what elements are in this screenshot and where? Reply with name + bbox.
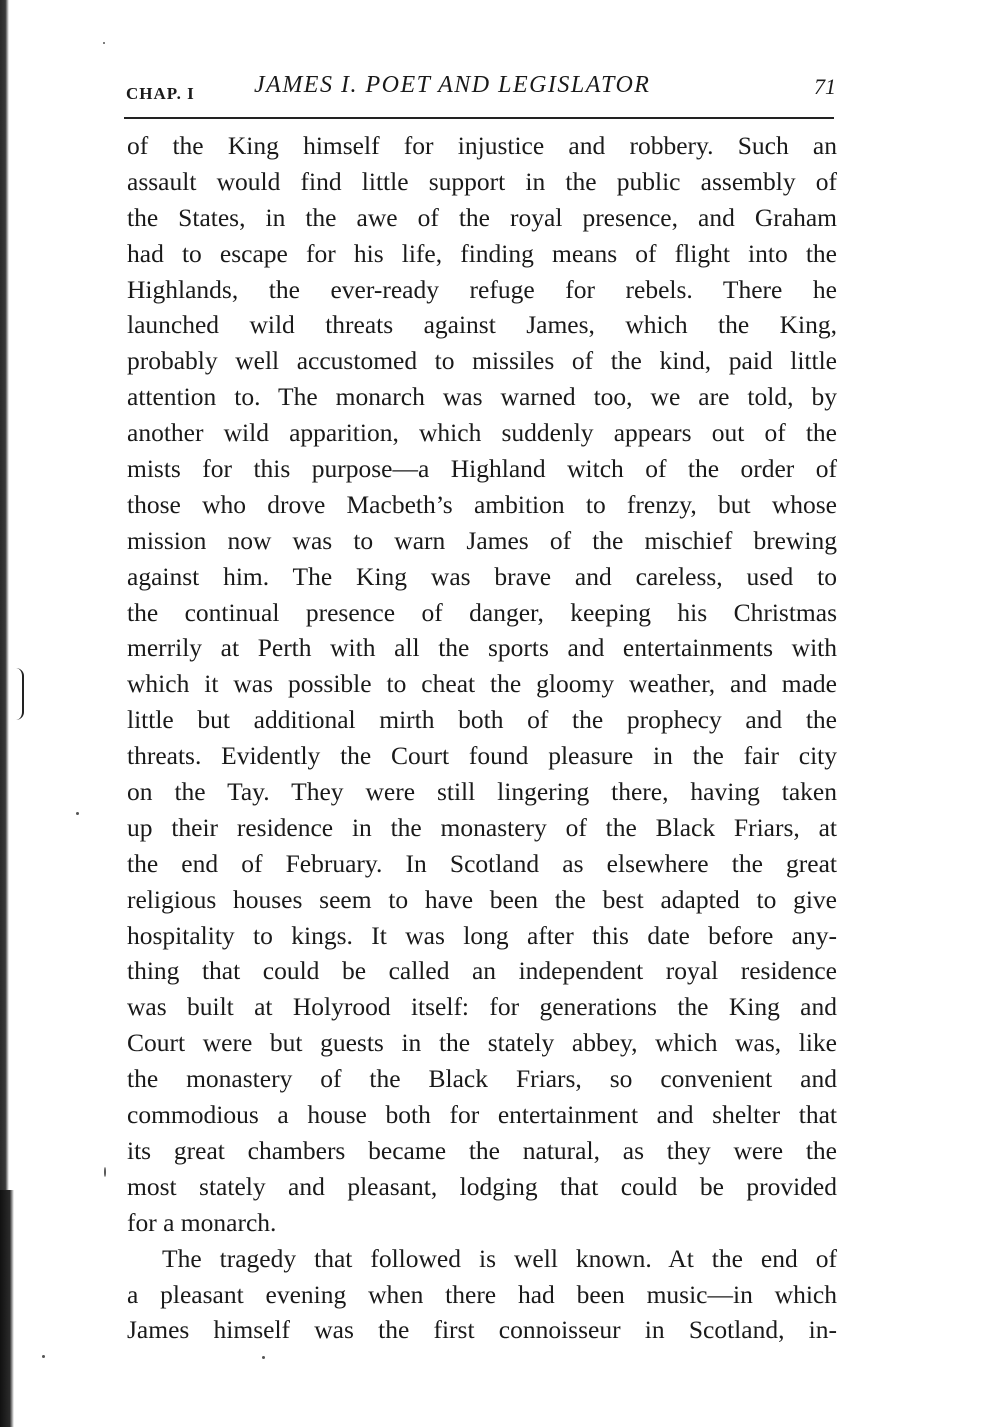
text-line: probably well accustomed to missiles of the kind, paid little [127, 346, 837, 376]
text-line: against him. The King was brave and careless, used to [127, 561, 837, 591]
text-line: mission now was to warn James of the mischief brewing [127, 525, 837, 555]
text-line: little but additional mirth both of the prophecy and the [127, 705, 837, 735]
text-line: its great chambers became the natural, as they were the [127, 1135, 837, 1165]
text-line: Highlands, the ever-ready refuge for rebels. There he [127, 274, 837, 304]
text-line: Court were but guests in the stately abbey, which was, like [127, 1028, 837, 1058]
text-line: the States, in the awe of the royal presence, and Graham [127, 202, 837, 232]
text-line: which it was possible to cheat the gloomy weather, and made [127, 669, 837, 699]
margin-bracket-mark [16, 668, 24, 720]
text-line: a pleasant evening when there had been music—in which [127, 1279, 837, 1309]
body-text [127, 128, 837, 1348]
text-line: for a monarch. [127, 1207, 277, 1237]
header-rule [124, 117, 834, 119]
text-line: the continual presence of danger, keeping his Christmas [127, 597, 837, 627]
text-line: attention to. The monarch was warned too, we are told, by [127, 382, 837, 412]
paper-speck [103, 42, 105, 44]
text-line: threats. Evidently the Court found pleasure in the fair city [127, 741, 837, 771]
text-line: commodious a house both for entertainment and shelter that [127, 1100, 837, 1130]
text-line: James himself was the first connoisseur in Scotland, in- [127, 1315, 837, 1345]
paragraph [127, 128, 837, 1241]
text-line: was built at Holyrood itself: for generations the King and [127, 992, 837, 1022]
text-line: another wild apparition, which suddenly appears out of the [127, 418, 837, 448]
text-line: The tragedy that followed is well known. At the end of [162, 1243, 837, 1273]
text-line: the monastery of the Black Friars, so convenient and [127, 1064, 837, 1094]
text-line: religious houses seem to have been the best adapted to give [127, 884, 837, 914]
text-line: launched wild threats against James, which the King, [127, 310, 837, 340]
text-line: up their residence in the monastery of the Black Friars, at [127, 812, 837, 842]
text-line: of the King himself for injustice and robbery. Such an [127, 131, 837, 160]
text-line: thing that could be called an independent royal residence [127, 956, 837, 986]
text-line: those who drove Macbeth’s ambition to frenzy, but whose [127, 489, 837, 519]
paper-speck [262, 1356, 265, 1359]
text-line: assault would find little support in the public assembly of [127, 166, 837, 196]
text-line: mists for this purpose—a Highland witch of the order of [127, 454, 837, 484]
chapter-label: CHAP. I [126, 84, 195, 103]
text-line: on the Tay. They were still lingering there, having taken [127, 777, 837, 807]
paper-speck [42, 1355, 45, 1358]
page-number: 71 [814, 74, 836, 99]
paper-speck [76, 812, 79, 815]
paragraph [127, 1241, 837, 1349]
page-binding-shadow [0, 1190, 14, 1427]
paper-speck [104, 1167, 106, 1177]
text-line: merrily at Perth with all the sports and entertainments with [127, 633, 837, 663]
running-title: JAMES I. POET AND LEGISLATOR [254, 72, 651, 98]
text-line: hospitality to kings. It was long after this date before any- [127, 920, 837, 950]
text-line: most stately and pleasant, lodging that could be provided [127, 1171, 837, 1201]
text-line: had to escape for his life, finding means of flight into the [127, 238, 837, 268]
running-head [124, 64, 836, 104]
text-line: the end of February. In Scotland as elsewhere the great [127, 848, 837, 878]
